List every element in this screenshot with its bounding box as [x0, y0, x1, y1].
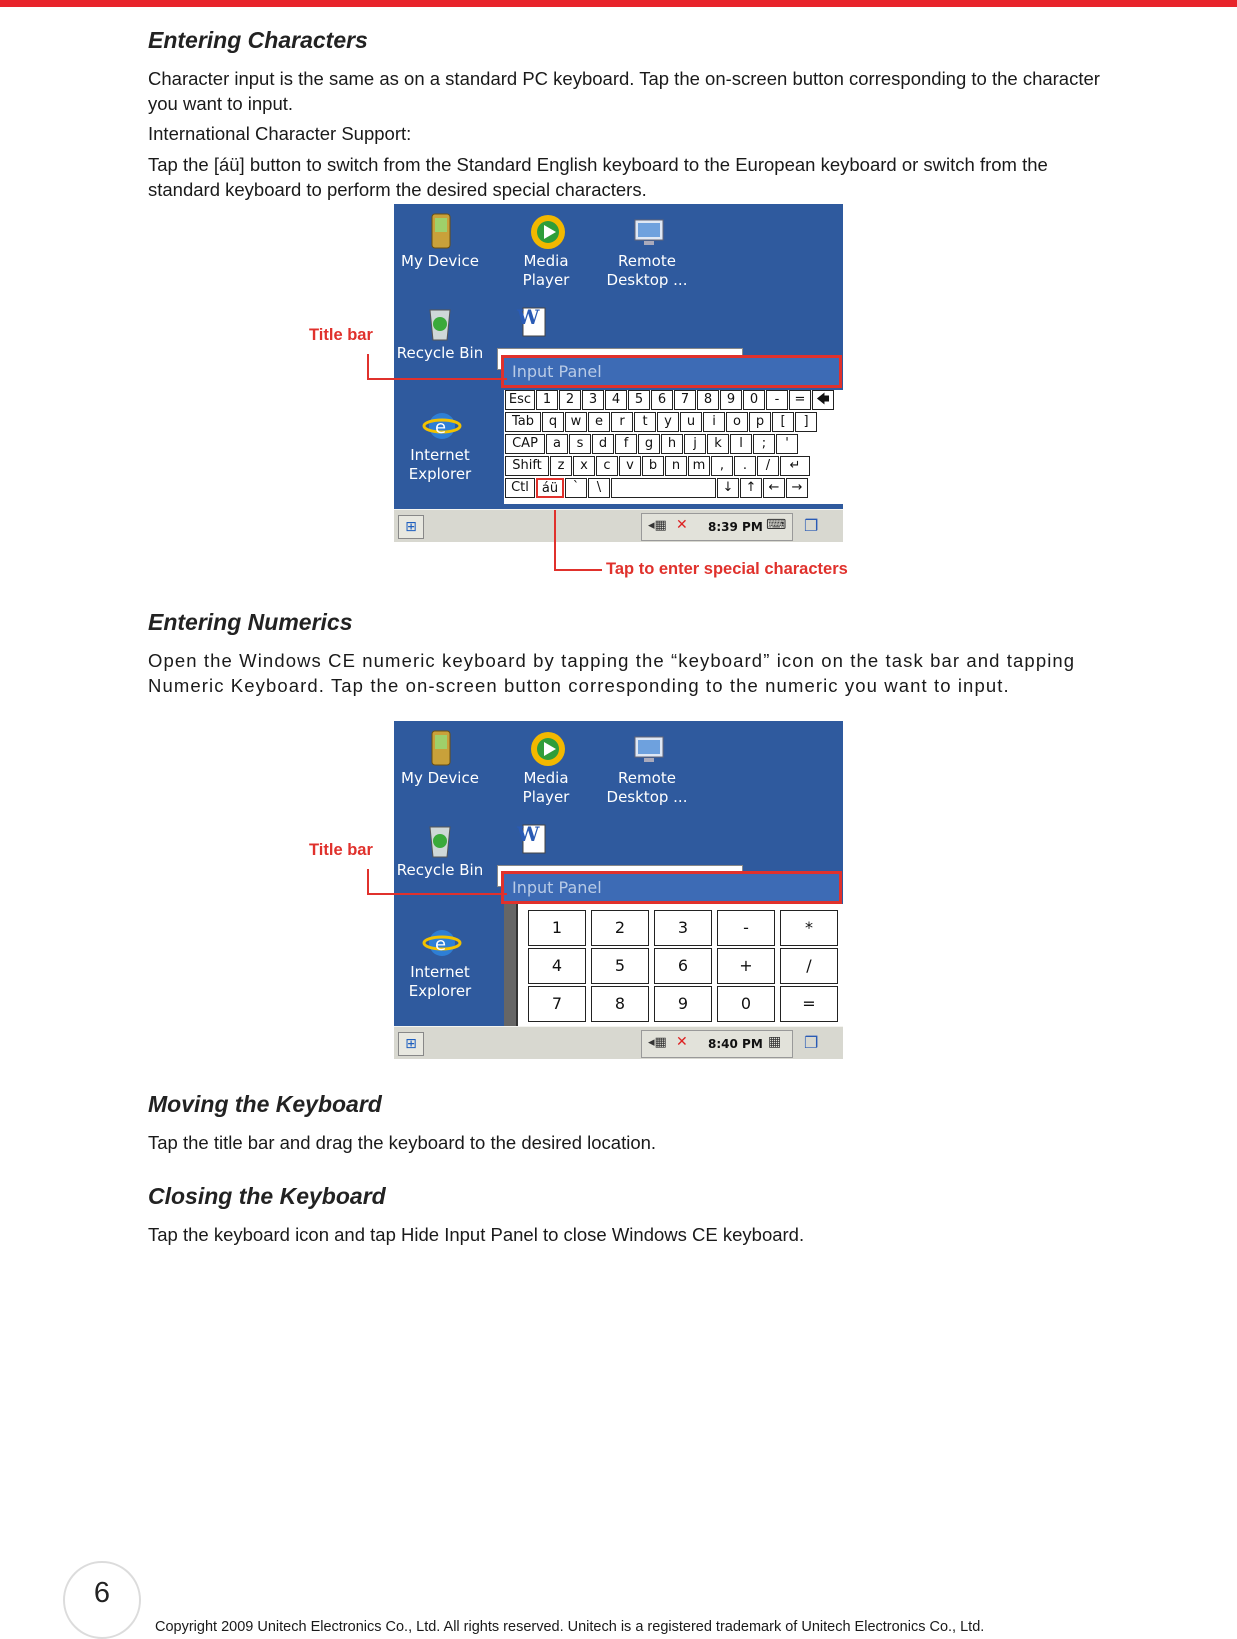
- recycle-bin-label: Recycle Bin: [396, 344, 484, 362]
- remote-desktop-label-1: Remote: [618, 252, 676, 270]
- top-rule: [0, 0, 1237, 7]
- num-key-9[interactable]: 9: [654, 986, 712, 1022]
- key-semicolon[interactable]: ;: [753, 434, 775, 454]
- leader-line-special-characters: [554, 510, 602, 571]
- num-key-6[interactable]: 6: [654, 948, 712, 984]
- numeric-keypad: [504, 904, 843, 1027]
- system-tray: [641, 1030, 793, 1058]
- desktop-icon-remote-desktop[interactable]: [602, 212, 692, 290]
- desktop-switch-icon[interactable]: ❐: [804, 516, 819, 535]
- heading-entering-numerics: Entering Numerics: [148, 609, 353, 635]
- word-document-icon: [513, 304, 549, 340]
- key-3[interactable]: 3: [582, 390, 604, 410]
- key-l[interactable]: l: [730, 434, 752, 454]
- num-key-2[interactable]: 2: [591, 910, 649, 946]
- key-7[interactable]: 7: [674, 390, 696, 410]
- num-key-equals[interactable]: =: [780, 986, 838, 1022]
- keyboard-row-1: [505, 390, 835, 412]
- svg-text:e: e: [435, 934, 447, 955]
- key-9[interactable]: 9: [720, 390, 742, 410]
- key-x[interactable]: x: [573, 456, 595, 476]
- key-tab[interactable]: Tab: [505, 412, 541, 432]
- media-player-icon: [528, 729, 564, 765]
- num-key-plus[interactable]: +: [717, 948, 775, 984]
- desktop-icon-internet-explorer[interactable]: [395, 406, 485, 484]
- copyright-footer: Copyright 2009 Unitech Electronics Co., Ltd. All rights reserved. Unitech is a registered trademark of Unitech Electronics Co., Ltd.: [155, 1619, 985, 1635]
- media-player-label: Media Player: [522, 769, 570, 806]
- key-t[interactable]: t: [634, 412, 656, 432]
- svg-text:e: e: [435, 417, 447, 438]
- key-caps[interactable]: CAP: [505, 434, 545, 454]
- key-equals[interactable]: =: [789, 390, 811, 410]
- desktop-icon-media-player[interactable]: [501, 212, 591, 290]
- key-enter[interactable]: ↵: [780, 456, 810, 476]
- key-backslash[interactable]: \: [588, 478, 610, 498]
- key-quote[interactable]: ': [776, 434, 798, 454]
- num-key-7[interactable]: 7: [528, 986, 586, 1022]
- num-key-1[interactable]: 1: [528, 910, 586, 946]
- callout-title-bar-1: Title bar: [309, 326, 373, 344]
- my-device-label: My Device: [401, 252, 479, 270]
- page-number: 6: [63, 1561, 141, 1639]
- key-p[interactable]: p: [749, 412, 771, 432]
- key-2[interactable]: 2: [559, 390, 581, 410]
- key-m[interactable]: m: [688, 456, 710, 476]
- callout-special-characters: Tap to enter special characters: [606, 560, 848, 578]
- key-i[interactable]: i: [703, 412, 725, 432]
- num-key-8[interactable]: 8: [591, 986, 649, 1022]
- my-device-icon: [422, 212, 458, 248]
- media-player-label: Media Player: [522, 252, 570, 289]
- key-6[interactable]: 6: [651, 390, 673, 410]
- key-minus[interactable]: -: [766, 390, 788, 410]
- characters-paragraph-1: Character input is the same as on a standard PC keyboard. Tap the on-screen button corresponding to the character you want to input.: [148, 68, 1100, 114]
- key-comma[interactable]: ,: [711, 456, 733, 476]
- key-left[interactable]: ←: [763, 478, 785, 498]
- key-up[interactable]: ↑: [740, 478, 762, 498]
- internet-explorer-label-1: Internet: [410, 963, 470, 981]
- keyboard-icon[interactable]: ⌨: [766, 517, 787, 533]
- start-button[interactable]: [398, 1032, 424, 1056]
- recycle-bin-icon: [422, 304, 458, 340]
- heading-moving-keyboard: Moving the Keyboard: [148, 1091, 382, 1117]
- key-g[interactable]: g: [638, 434, 660, 454]
- numeric-keyboard-icon[interactable]: ▦: [768, 1034, 782, 1050]
- start-button[interactable]: [398, 515, 424, 539]
- windows-flag-icon: ⊞: [405, 1036, 417, 1052]
- key-n[interactable]: n: [665, 456, 687, 476]
- callout-title-bar-2: Title bar: [309, 841, 373, 859]
- recycle-bin-icon: [422, 821, 458, 857]
- key-right[interactable]: →: [786, 478, 808, 498]
- internet-explorer-label-2: Explorer: [408, 982, 472, 1000]
- taskbar: [394, 509, 843, 542]
- remote-desktop-icon: [629, 212, 665, 248]
- key-shift[interactable]: Shift: [505, 456, 549, 476]
- key-w[interactable]: w: [565, 412, 587, 432]
- keyboard-row-5: [505, 478, 809, 500]
- word-document-icon: [513, 821, 549, 857]
- key-e[interactable]: e: [588, 412, 610, 432]
- soft-keyboard: [504, 390, 843, 504]
- desktop-icon-my-device[interactable]: [395, 212, 485, 271]
- key-y[interactable]: y: [657, 412, 679, 432]
- internet-explorer-label-1: Internet: [410, 446, 470, 464]
- key-left-bracket[interactable]: [: [772, 412, 794, 432]
- key-q[interactable]: q: [542, 412, 564, 432]
- key-slash[interactable]: /: [757, 456, 779, 476]
- key-k[interactable]: k: [707, 434, 729, 454]
- key-ctrl[interactable]: Ctl: [505, 478, 535, 498]
- clock: 8:40 PM: [708, 1037, 763, 1051]
- num-key-3[interactable]: 3: [654, 910, 712, 946]
- desktop-icon-internet-explorer-2[interactable]: [395, 923, 485, 1001]
- num-key-0[interactable]: 0: [717, 986, 775, 1022]
- key-u[interactable]: u: [680, 412, 702, 432]
- key-f[interactable]: f: [615, 434, 637, 454]
- key-5[interactable]: 5: [628, 390, 650, 410]
- moving-paragraph: Tap the title bar and drag the keyboard to the desired location.: [148, 1132, 657, 1153]
- keyboard-row-4: [505, 456, 811, 478]
- windows-flag-icon: ⊞: [405, 519, 417, 535]
- remote-desktop-label-2: Desktop ...: [606, 788, 688, 806]
- input-panel-title: Input Panel: [512, 362, 602, 381]
- network-icon[interactable]: ◂▦: [648, 1035, 667, 1050]
- key-esc[interactable]: Esc: [505, 390, 535, 410]
- remote-desktop-label-2: Desktop ...: [606, 271, 688, 289]
- characters-paragraph-2: International Character Support:: [148, 123, 412, 144]
- my-device-label: My Device: [401, 769, 479, 787]
- key-a[interactable]: a: [546, 434, 568, 454]
- keyboard-row-2: [505, 412, 818, 434]
- num-key-4[interactable]: 4: [528, 948, 586, 984]
- key-1[interactable]: 1: [536, 390, 558, 410]
- num-key-divide[interactable]: /: [780, 948, 838, 984]
- input-panel-title-bar[interactable]: [501, 355, 842, 388]
- key-o[interactable]: o: [726, 412, 748, 432]
- key-s[interactable]: s: [569, 434, 591, 454]
- key-c[interactable]: c: [596, 456, 618, 476]
- media-player-icon: [528, 212, 564, 248]
- key-down[interactable]: ↓: [717, 478, 739, 498]
- key-special-characters[interactable]: áü: [536, 478, 564, 498]
- key-period[interactable]: .: [734, 456, 756, 476]
- internet-explorer-icon: [422, 923, 458, 959]
- key-d[interactable]: d: [592, 434, 614, 454]
- keyboard-row-3: [505, 434, 799, 456]
- input-panel-title: Input Panel: [512, 878, 602, 897]
- taskbar-2: [394, 1026, 843, 1059]
- closing-paragraph: Tap the keyboard icon and tap Hide Input Panel to close Windows CE keyboard.: [148, 1224, 805, 1245]
- desktop-icon-word-2[interactable]: [501, 821, 561, 861]
- internet-explorer-icon: [422, 406, 458, 442]
- keypad-drag-grip[interactable]: [504, 904, 518, 1027]
- desktop-icon-word[interactable]: [501, 304, 561, 344]
- key-backtick[interactable]: `: [565, 478, 587, 498]
- remote-desktop-icon: [629, 729, 665, 765]
- desktop-icon-remote-desktop-2[interactable]: [602, 729, 692, 807]
- key-4[interactable]: 4: [605, 390, 627, 410]
- key-space[interactable]: [611, 478, 716, 498]
- num-key-multiply[interactable]: *: [780, 910, 838, 946]
- heading-closing-keyboard: Closing the Keyboard: [148, 1183, 386, 1209]
- num-key-5[interactable]: 5: [591, 948, 649, 984]
- key-h[interactable]: h: [661, 434, 683, 454]
- network-icon[interactable]: ◂▦: [648, 518, 667, 533]
- leader-line-title-bar-2: [367, 869, 507, 895]
- clock: 8:39 PM: [708, 520, 763, 534]
- heading-entering-characters: Entering Characters: [148, 27, 368, 53]
- numerics-paragraph: Open the Windows CE numeric keyboard by tapping the “keyboard” icon on the task bar and tapping Numeric Keyboard. Tap the on-screen button corresponding to the numeric you want to input.: [148, 650, 1076, 696]
- num-key-minus[interactable]: -: [717, 910, 775, 946]
- connection-status-icon[interactable]: ✕: [676, 517, 688, 533]
- key-r[interactable]: r: [611, 412, 633, 432]
- key-v[interactable]: v: [619, 456, 641, 476]
- key-right-bracket[interactable]: ]: [795, 412, 817, 432]
- system-tray: [641, 513, 793, 541]
- key-b[interactable]: b: [642, 456, 664, 476]
- internet-explorer-label-2: Explorer: [408, 465, 472, 483]
- key-8[interactable]: 8: [697, 390, 719, 410]
- key-j[interactable]: j: [684, 434, 706, 454]
- characters-paragraph-3: Tap the [áü] button to switch from the Standard English keyboard to the European keyboard or switch from the standard keyboard to perform the desired special characters.: [148, 154, 1048, 200]
- input-panel-title-bar-2[interactable]: [501, 871, 842, 904]
- remote-desktop-label-1: Remote: [618, 769, 676, 787]
- desktop-icon-my-device-2[interactable]: [395, 729, 485, 788]
- desktop-switch-icon[interactable]: ❐: [804, 1033, 819, 1052]
- connection-status-icon[interactable]: ✕: [676, 1034, 688, 1050]
- recycle-bin-label: Recycle Bin: [396, 861, 484, 879]
- desktop-icon-media-player-2[interactable]: [501, 729, 591, 807]
- my-device-icon: [422, 729, 458, 765]
- key-backspace[interactable]: 🡄: [812, 390, 834, 410]
- svg-text:W: W: [517, 305, 540, 329]
- key-0[interactable]: 0: [743, 390, 765, 410]
- key-z[interactable]: z: [550, 456, 572, 476]
- svg-text:W: W: [517, 822, 540, 846]
- leader-line-title-bar-1: [367, 354, 507, 380]
